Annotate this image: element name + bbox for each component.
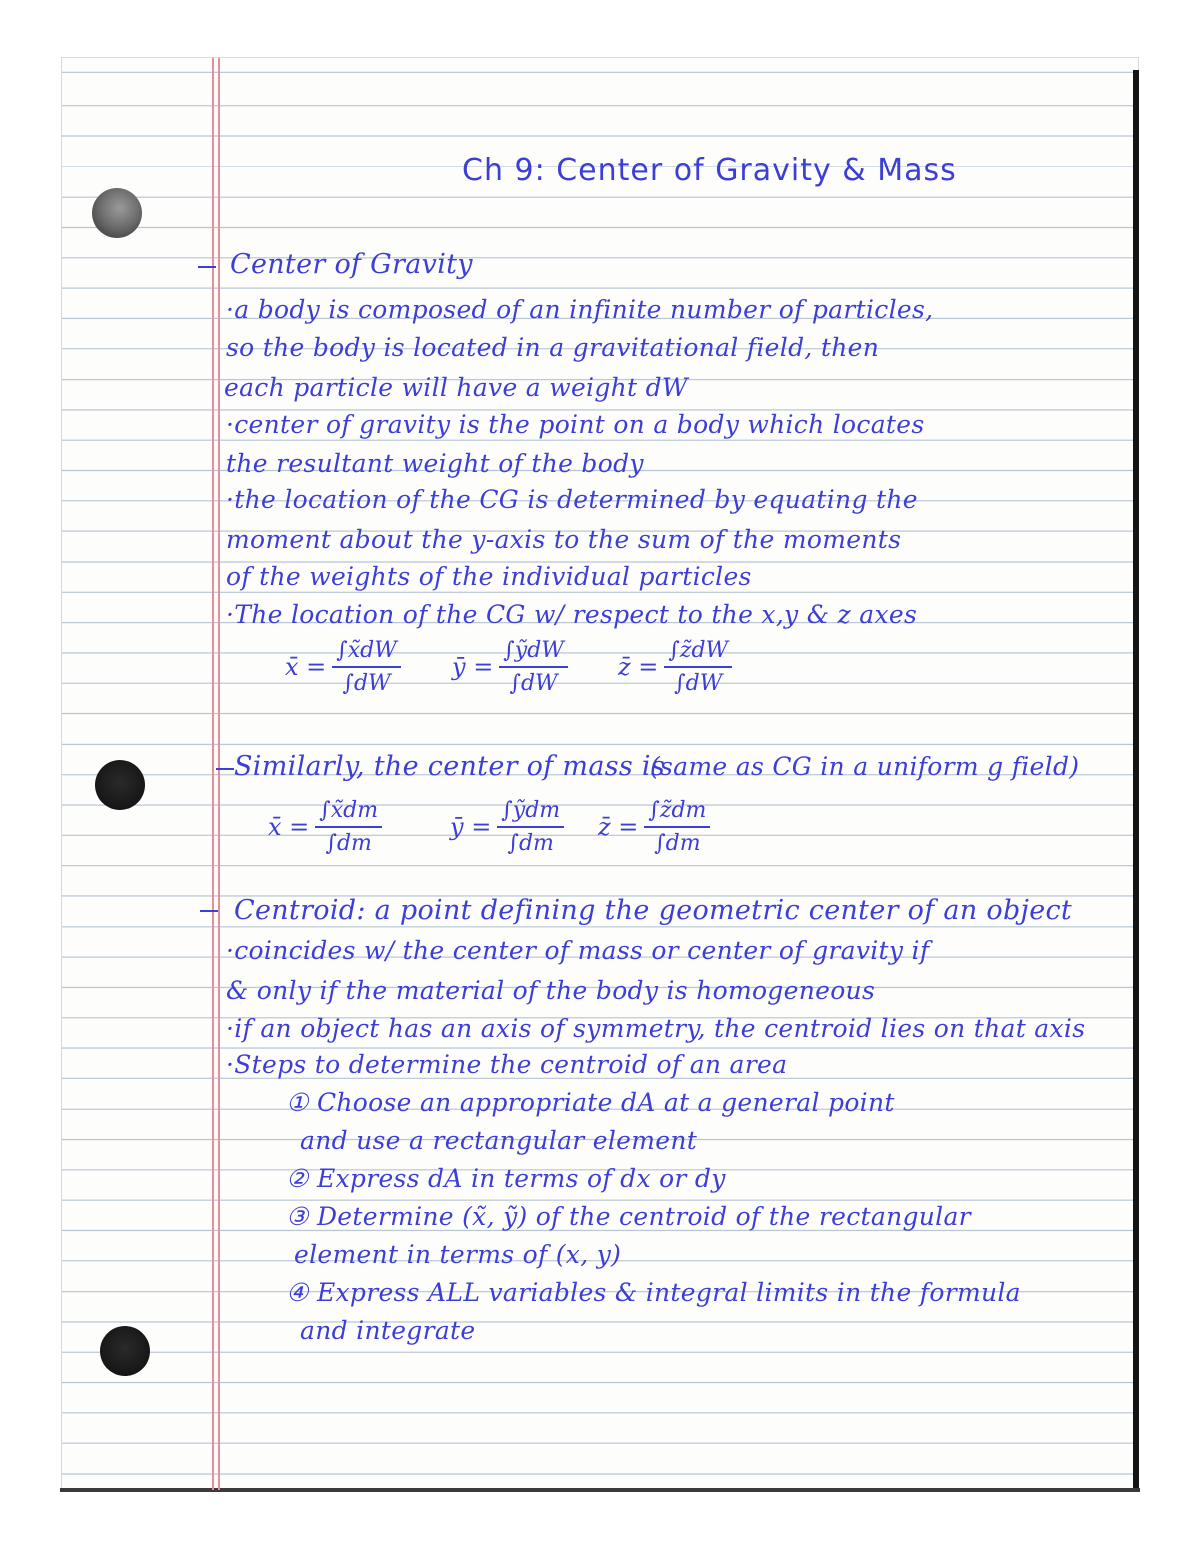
- cg-line: ·The location of the CG w/ respect to the x,y & z axes: [226, 600, 918, 629]
- cg-formula-x: [285, 638, 401, 696]
- binder-hole: [95, 760, 145, 810]
- cg-formula-z: [618, 638, 732, 696]
- cg-line: so the body is located in a gravitational field, then: [226, 333, 880, 362]
- formula-denominator: ∫dW: [509, 671, 558, 696]
- centroid-line: & only if the material of the body is homogeneous: [226, 976, 876, 1005]
- cg-line: of the weights of the individual particles: [226, 562, 752, 591]
- cg-line: ·a body is composed of an infinite number of particles,: [226, 295, 934, 324]
- formula-denominator: ∫dW: [342, 671, 391, 696]
- centroid-line: ·coincides w/ the center of mass or center of gravity if: [226, 936, 930, 965]
- formula-lhs: ȳ =: [452, 653, 494, 681]
- formula-numerator: ∫x̃dW: [332, 638, 401, 668]
- formula-numerator: ∫x̃dm: [315, 798, 382, 828]
- centroid-step: ① Choose an appropriate dA at a general point: [286, 1088, 895, 1117]
- formula-numerator: ∫z̃dm: [644, 798, 710, 828]
- margin-line: [212, 58, 214, 1490]
- formula-denominator: ∫dW: [674, 671, 723, 696]
- centroid-step: ③ Determine (x̃, ỹ) of the centroid of the rectangular: [286, 1202, 971, 1231]
- com-formula-x: [268, 798, 382, 856]
- formula-numerator: ∫ỹdW: [499, 638, 568, 668]
- formula-lhs: z̄ =: [598, 813, 639, 841]
- formula-numerator: ∫z̃dW: [664, 638, 732, 668]
- com-heading: Similarly, the center of mass is: [234, 751, 665, 782]
- centroid-step: and use a rectangular element: [300, 1126, 698, 1155]
- centroid-step: element in terms of (x, y): [294, 1240, 622, 1269]
- centroid-step: ② Express dA in terms of dx or dy: [286, 1164, 726, 1193]
- section-dash: [216, 768, 234, 770]
- centroid-step: and integrate: [300, 1316, 476, 1345]
- formula-numerator: ∫ỹdm: [497, 798, 564, 828]
- binder-hole: [100, 1326, 150, 1376]
- com-note: (same as CG in a uniform g field): [650, 752, 1080, 781]
- centroid-line: ·Steps to determine the centroid of an area: [226, 1050, 788, 1079]
- centroid-line: ·if an object has an axis of symmetry, the centroid lies on that axis: [226, 1014, 1086, 1043]
- margin-line: [218, 58, 220, 1490]
- formula-lhs: z̄ =: [618, 653, 659, 681]
- cg-line: moment about the y-axis to the sum of the moments: [226, 525, 902, 554]
- centroid-step: ④ Express ALL variables & integral limits in the formula: [286, 1278, 1021, 1307]
- cg-line: each particle will have a weight dW: [224, 373, 688, 402]
- centroid-heading: Centroid: a point defining the geometric center of an object: [234, 895, 1073, 926]
- cg-line: ·center of gravity is the point on a body which locates: [226, 410, 925, 439]
- section-dash: [198, 266, 216, 268]
- formula-denominator: ∫dm: [507, 831, 554, 856]
- formula-denominator: ∫dm: [325, 831, 372, 856]
- cg-line: ·the location of the CG is determined by equating the: [226, 485, 918, 514]
- cg-line: the resultant weight of the body: [226, 449, 644, 478]
- page-title: Ch 9: Center of Gravity & Mass: [462, 153, 957, 188]
- formula-lhs: x̄ =: [285, 653, 327, 681]
- com-formula-y: [450, 798, 564, 856]
- page-bottom-shadow: [60, 1488, 1140, 1492]
- page-edge-shadow: [1133, 70, 1139, 1490]
- formula-lhs: x̄ =: [268, 813, 310, 841]
- cg-heading: Center of Gravity: [230, 249, 473, 280]
- com-formula-z: [598, 798, 710, 856]
- formula-lhs: ȳ =: [450, 813, 492, 841]
- binder-hole: [92, 188, 142, 238]
- formula-denominator: ∫dm: [654, 831, 701, 856]
- section-dash: [200, 910, 218, 912]
- cg-formula-y: [452, 638, 568, 696]
